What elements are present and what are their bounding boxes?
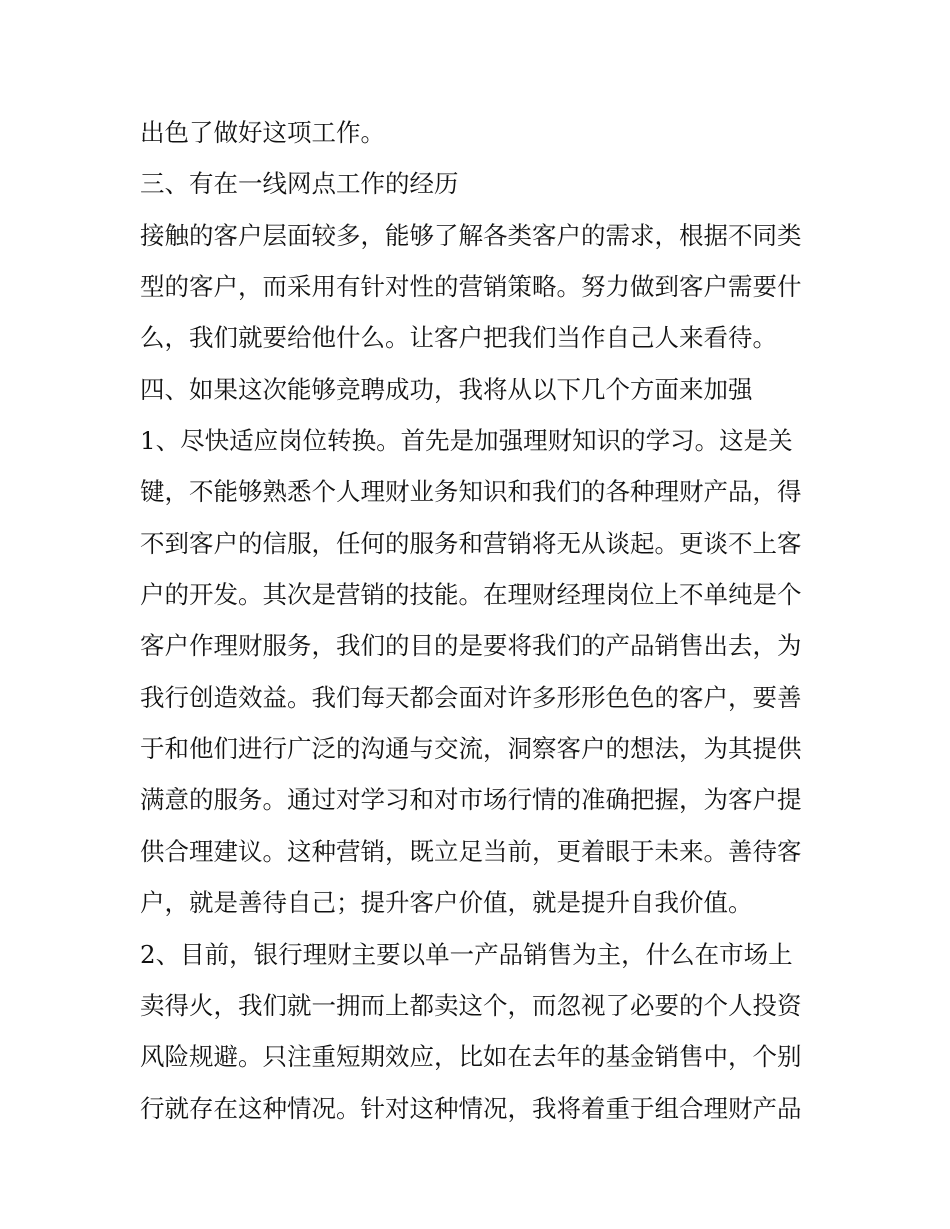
text-line: 键，不能够熟悉个人理财业务知识和我们的各种理财产品，得 xyxy=(140,477,802,507)
text-line: 接触的客户层面较多，能够了解各类客户的需求，根据不同类 xyxy=(140,220,802,250)
text-line: 卖得火，我们就一拥而上都卖这个，而忽视了必要的个人投资 xyxy=(140,990,802,1020)
text-line: 我行创造效益。我们每天都会面对许多形形色色的客户，要善 xyxy=(140,682,802,712)
text-line: 供合理建议。这种营销，既立足当前，更着眼于未来。善待客 xyxy=(140,836,802,866)
text-line: 户，就是善待自己；提升客户价值，就是提升自我价值。 xyxy=(140,888,753,918)
text-line: 行就存在这种情况。针对这种情况，我将着重于组合理财产品 xyxy=(140,1093,802,1123)
section-heading: 三、有在一线网点工作的经历 xyxy=(140,169,459,199)
text-line: 于和他们进行广泛的沟通与交流，洞察客户的想法，为其提供 xyxy=(140,734,802,764)
text-line: 出色了做好这项工作。 xyxy=(140,118,385,147)
document-body xyxy=(140,107,820,1134)
text-line: 户的开发。其次是营销的技能。在理财经理岗位上不单纯是个 xyxy=(140,580,802,610)
text-line: 不到客户的信服，任何的服务和营销将无从谈起。更谈不上客 xyxy=(140,528,802,558)
text-line: 么，我们就要给他什么。让客户把我们当作自己人来看待。 xyxy=(140,323,777,353)
text-line: 型的客户，而采用有针对性的营销策略。努力做到客户需要什 xyxy=(140,272,802,302)
text-line: 2、目前，银行理财主要以单一产品销售为主，什么在市场上 xyxy=(140,939,793,969)
section-heading: 四、如果这次能够竞聘成功，我将从以下几个方面来加强 xyxy=(140,374,753,404)
text-line: 客户作理财服务，我们的目的是要将我们的产品销售出去，为 xyxy=(140,631,802,661)
text-line: 1、尽快适应岗位转换。首先是加强理财知识的学习。这是关 xyxy=(140,426,793,456)
text-line: 满意的服务。通过对学习和对市场行情的准确把握，为客户提 xyxy=(140,785,802,815)
text-line: 风险规避。只注重短期效应，比如在去年的基金销售中，个别 xyxy=(140,1042,802,1072)
